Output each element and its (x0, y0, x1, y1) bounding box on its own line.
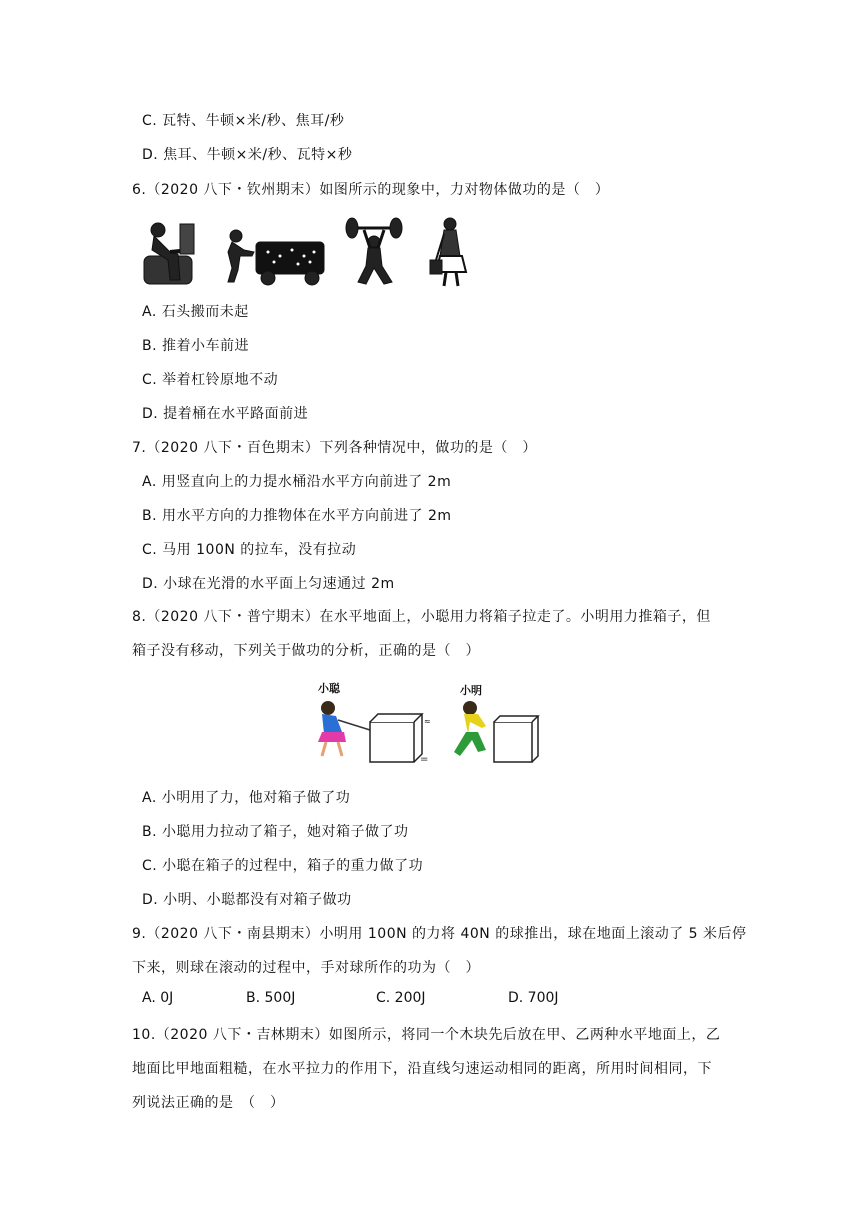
q9-option-d: D. 700J (508, 990, 559, 1006)
q7-option-a: A. 用竖直向上的力提水桶沿水平方向前进了 2m (142, 474, 452, 490)
q5-option-c: C. 瓦特、牛顿×米/秒、焦耳/秒 (142, 113, 345, 129)
q6-option-d: D. 提着桶在水平路面前进 (142, 406, 309, 422)
push-cart-illustration (228, 230, 324, 285)
stone-lift-illustration (144, 223, 194, 284)
q10-stem-line1: 10.（2020 八下・吉林期末）如图所示，将同一个木块先后放在甲、乙两种水平地面上，乙 (132, 1027, 721, 1043)
q7-option-d: D. 小球在光滑的水平面上匀速通过 2m (142, 576, 395, 592)
q7-option-b: B. 用水平方向的力推物体在水平方向前进了 2m (142, 508, 452, 524)
q8-figure (310, 676, 550, 766)
q8-option-c: C. 小聪在箱子的过程中，箱子的重力做了功 (142, 858, 424, 874)
barbell-illustration (346, 218, 402, 284)
q9-stem-line1: 9.（2020 八下・南县期末）小明用 100N 的力将 40N 的球推出，球在地面上滚动了 5 米后停 (132, 926, 747, 942)
q9-option-b: B. 500J (246, 990, 296, 1006)
q5-option-d: D. 焦耳、牛顿×米/秒、瓦特×秒 (142, 147, 353, 163)
svg-text:≈: ≈ (424, 717, 431, 726)
q9-option-c: C. 200J (376, 990, 426, 1006)
q9-option-a: A. 0J (142, 990, 174, 1006)
q8-stem-line1: 8.（2020 八下・普宁期末）在水平地面上，小聪用力将箱子拉走了。小明用力推箱子，但 (132, 609, 711, 625)
label-xiaoming: 小明 (460, 684, 482, 697)
q10-stem-line3: 列说法正确的是 （ ） (132, 1095, 285, 1111)
q8-option-b: B. 小聪用力拉动了箱子，她对箱子做了功 (142, 824, 409, 840)
q6-stem: 6.（2020 八下・钦州期末）如图所示的现象中，力对物体做功的是（ ） (132, 182, 610, 198)
q7-option-c: C. 马用 100N 的拉车，没有拉动 (142, 542, 357, 558)
q9-stem-line2: 下来，则球在滚动的过程中，手对球所作的功为（ ） (132, 960, 480, 976)
q6-option-a: A. 石头搬而未起 (142, 304, 249, 320)
q6-option-c: C. 举着杠铃原地不动 (142, 372, 279, 388)
q8-option-a: A. 小明用了力，他对箱子做了功 (142, 790, 351, 806)
svg-text:=: = (420, 754, 429, 765)
q9-options-row (142, 990, 702, 1010)
q10-stem-line2: 地面比甲地面粗糙，在水平拉力的作用下，沿直线匀速运动相同的距离，所用时间相同，下 (132, 1061, 712, 1077)
pull-push-box-illustration (310, 676, 550, 766)
bucket-carry-illustration (430, 218, 466, 286)
label-xiaocong: 小聪 (318, 682, 340, 695)
q6-option-b: B. 推着小车前进 (142, 338, 250, 354)
q8-stem-line2: 箱子没有移动，下列关于做功的分析，正确的是（ ） (132, 643, 480, 659)
q7-stem: 7.（2020 八下・百色期末）下列各种情况中，做功的是（ ） (132, 440, 537, 456)
q6-illustration-strip (140, 216, 470, 288)
q8-option-d: D. 小明、小聪都没有对箱子做功 (142, 892, 352, 908)
